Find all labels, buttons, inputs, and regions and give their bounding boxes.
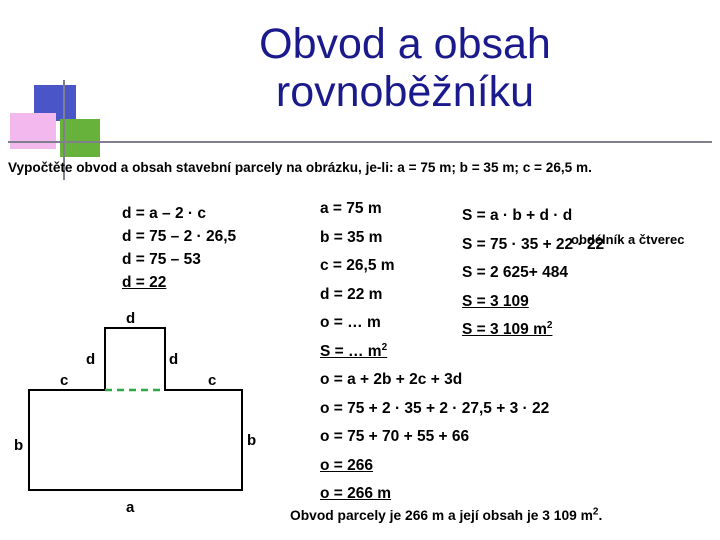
area-line: S = 2 625+ 484: [462, 264, 569, 281]
perimeter-line: o = a + 2b + 2c + 3d: [320, 371, 463, 388]
perimeter-result: o = 266: [320, 456, 373, 474]
label-d-right: d: [169, 351, 179, 368]
area-note: obdélník a čtverec: [571, 232, 685, 247]
d-calc-line: d = 75 – 53: [122, 251, 201, 268]
d-calc-line: d = a – 2 · c: [122, 205, 207, 222]
conclusion-text: Obvod parcely je 266 m a její obsah je 3 109 $m^2$.: [290, 506, 603, 523]
area-final: S = 3 109 $m^2$: [462, 319, 553, 338]
task-text: Vypočtěte obvod a obsah stavební parcely na obrázku, je-li: a = 75 m; b = 35 m; c = 26,5 m.: [8, 160, 592, 175]
perimeter-line: o = 75 + 2 · 35 + 2 · 27,5 + 3 · 22: [320, 399, 550, 417]
d-calc-result: d = 22: [122, 274, 167, 291]
label-d-left: d: [86, 351, 96, 368]
given-line: a = 75 m: [320, 200, 382, 217]
given-line: c = 26,5 m: [320, 257, 395, 274]
label-b-right: b: [247, 432, 257, 449]
perimeter-final: o = 266 m: [320, 485, 392, 502]
area-result: S = 3 109: [462, 292, 529, 310]
given-line: d = 22 m: [320, 285, 383, 303]
title-line-2: rovnoběžníku: [275, 68, 535, 116]
area-line: S = a · b + d · d: [462, 207, 573, 224]
perimeter-line: o = 75 + 70 + 55 + 66: [320, 428, 470, 445]
title-line-1: Obvod a obsah: [259, 20, 551, 68]
label-c-left: c: [60, 372, 69, 389]
label-c-right: c: [208, 372, 217, 389]
given-line: b = 35 m: [320, 228, 383, 246]
label-d-top: d: [126, 310, 136, 327]
label-a: a: [126, 499, 135, 516]
label-b-left: b: [14, 437, 24, 454]
area-line: S = 75 · 35 + 22 · 22: [462, 235, 605, 253]
given-line: o = … m: [320, 314, 381, 331]
area-unknown: S = … $m^2$: [320, 341, 388, 360]
parcel-outline: [29, 328, 242, 490]
d-calc-line: d = 75 – 2 · 26,5: [122, 228, 237, 245]
